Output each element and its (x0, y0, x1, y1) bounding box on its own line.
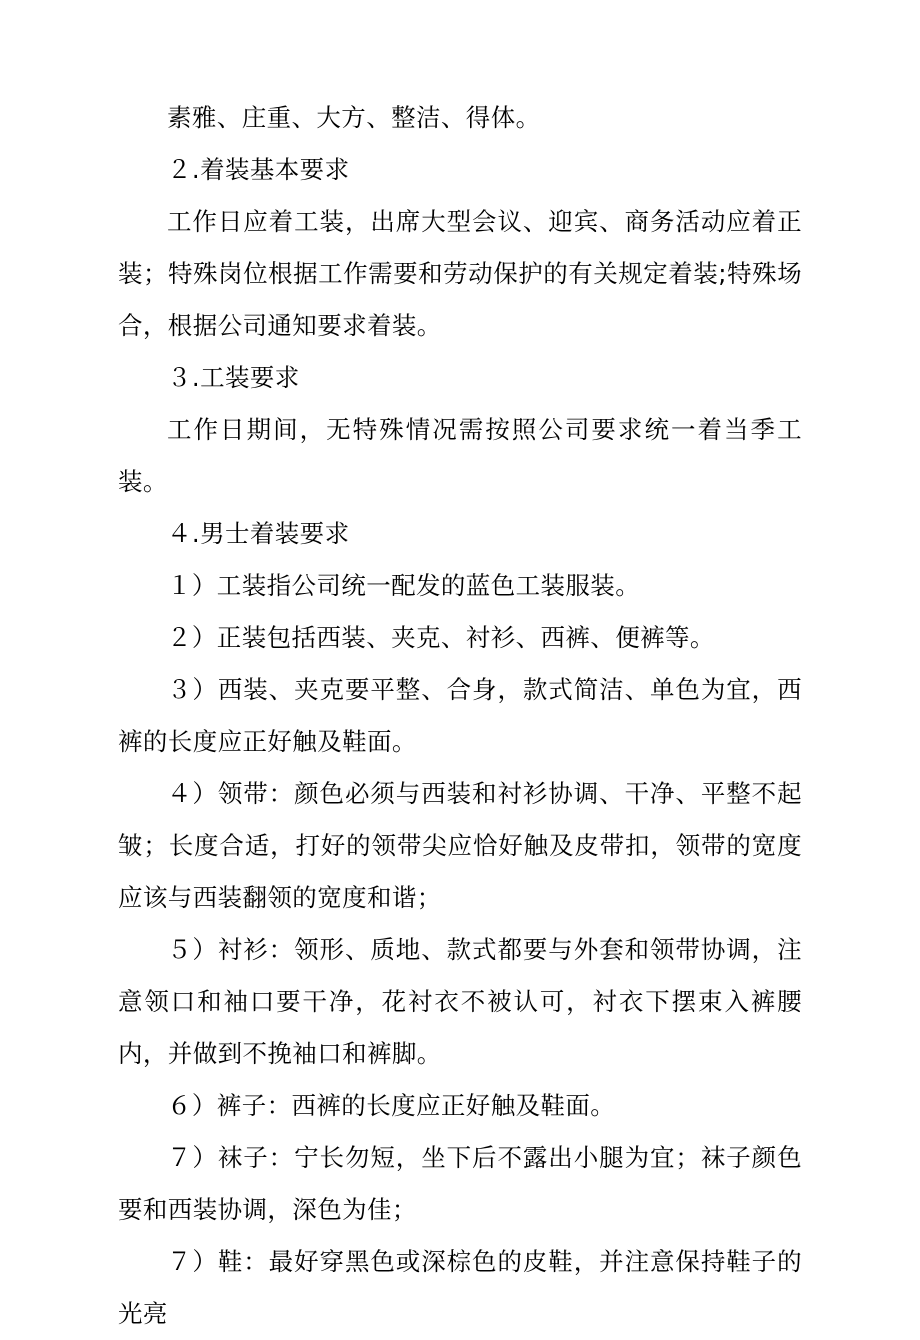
paragraph: ６）裤子：西裤的长度应正好触及鞋面。 (167, 1091, 616, 1120)
paragraph: ４）领带：颜色必须与西装和衬衫协调、干净、平整不起皱；长度合适，打好的领带尖应恰好触及皮带扣，领带的宽度应该与西装翻领的宽度和谐； (118, 779, 802, 912)
paragraph: 工作日期间，无特殊情况需按照公司要求统一着当季工装。 (118, 415, 802, 496)
paragraph: ７）鞋：最好穿黑色或深棕色的皮鞋，并注意保持鞋子的光亮 (118, 1247, 802, 1328)
paragraph: ３.工装要求 (167, 363, 300, 392)
paragraph: ３）西装、夹克要平整、合身，款式简洁、单色为宜，西裤的长度应正好触及鞋面。 (118, 675, 802, 756)
paragraph: 工作日应着工装，出席大型会议、迎宾、商务活动应着正装；特殊岗位根据工作需要和劳动保护的有关规定着装;特殊场合，根据公司通知要求着装。 (118, 207, 802, 340)
document-body (118, 92, 802, 1340)
paragraph: ２）正装包括西装、夹克、衬衫、西裤、便裤等。 (167, 623, 715, 652)
paragraph: ２.着装基本要求 (167, 155, 350, 184)
paragraph: ４.男士着装要求 (167, 519, 350, 548)
paragraph: １）工装指公司统一配发的蓝色工装服装。 (167, 571, 641, 600)
paragraph: ７）袜子：宁长勿短，坐下后不露出小腿为宜；袜子颜色要和西装协调，深色为佳； (118, 1143, 802, 1224)
paragraph: 素雅、庄重、大方、整洁、得体。 (167, 103, 541, 132)
paragraph: ５）衬衫：领形、质地、款式都要与外套和领带协调，注意领口和袖口要干净，花衬衣不被认可，衬衣下摆束入裤腰内，并做到不挽袖口和裤脚。 (118, 935, 802, 1068)
